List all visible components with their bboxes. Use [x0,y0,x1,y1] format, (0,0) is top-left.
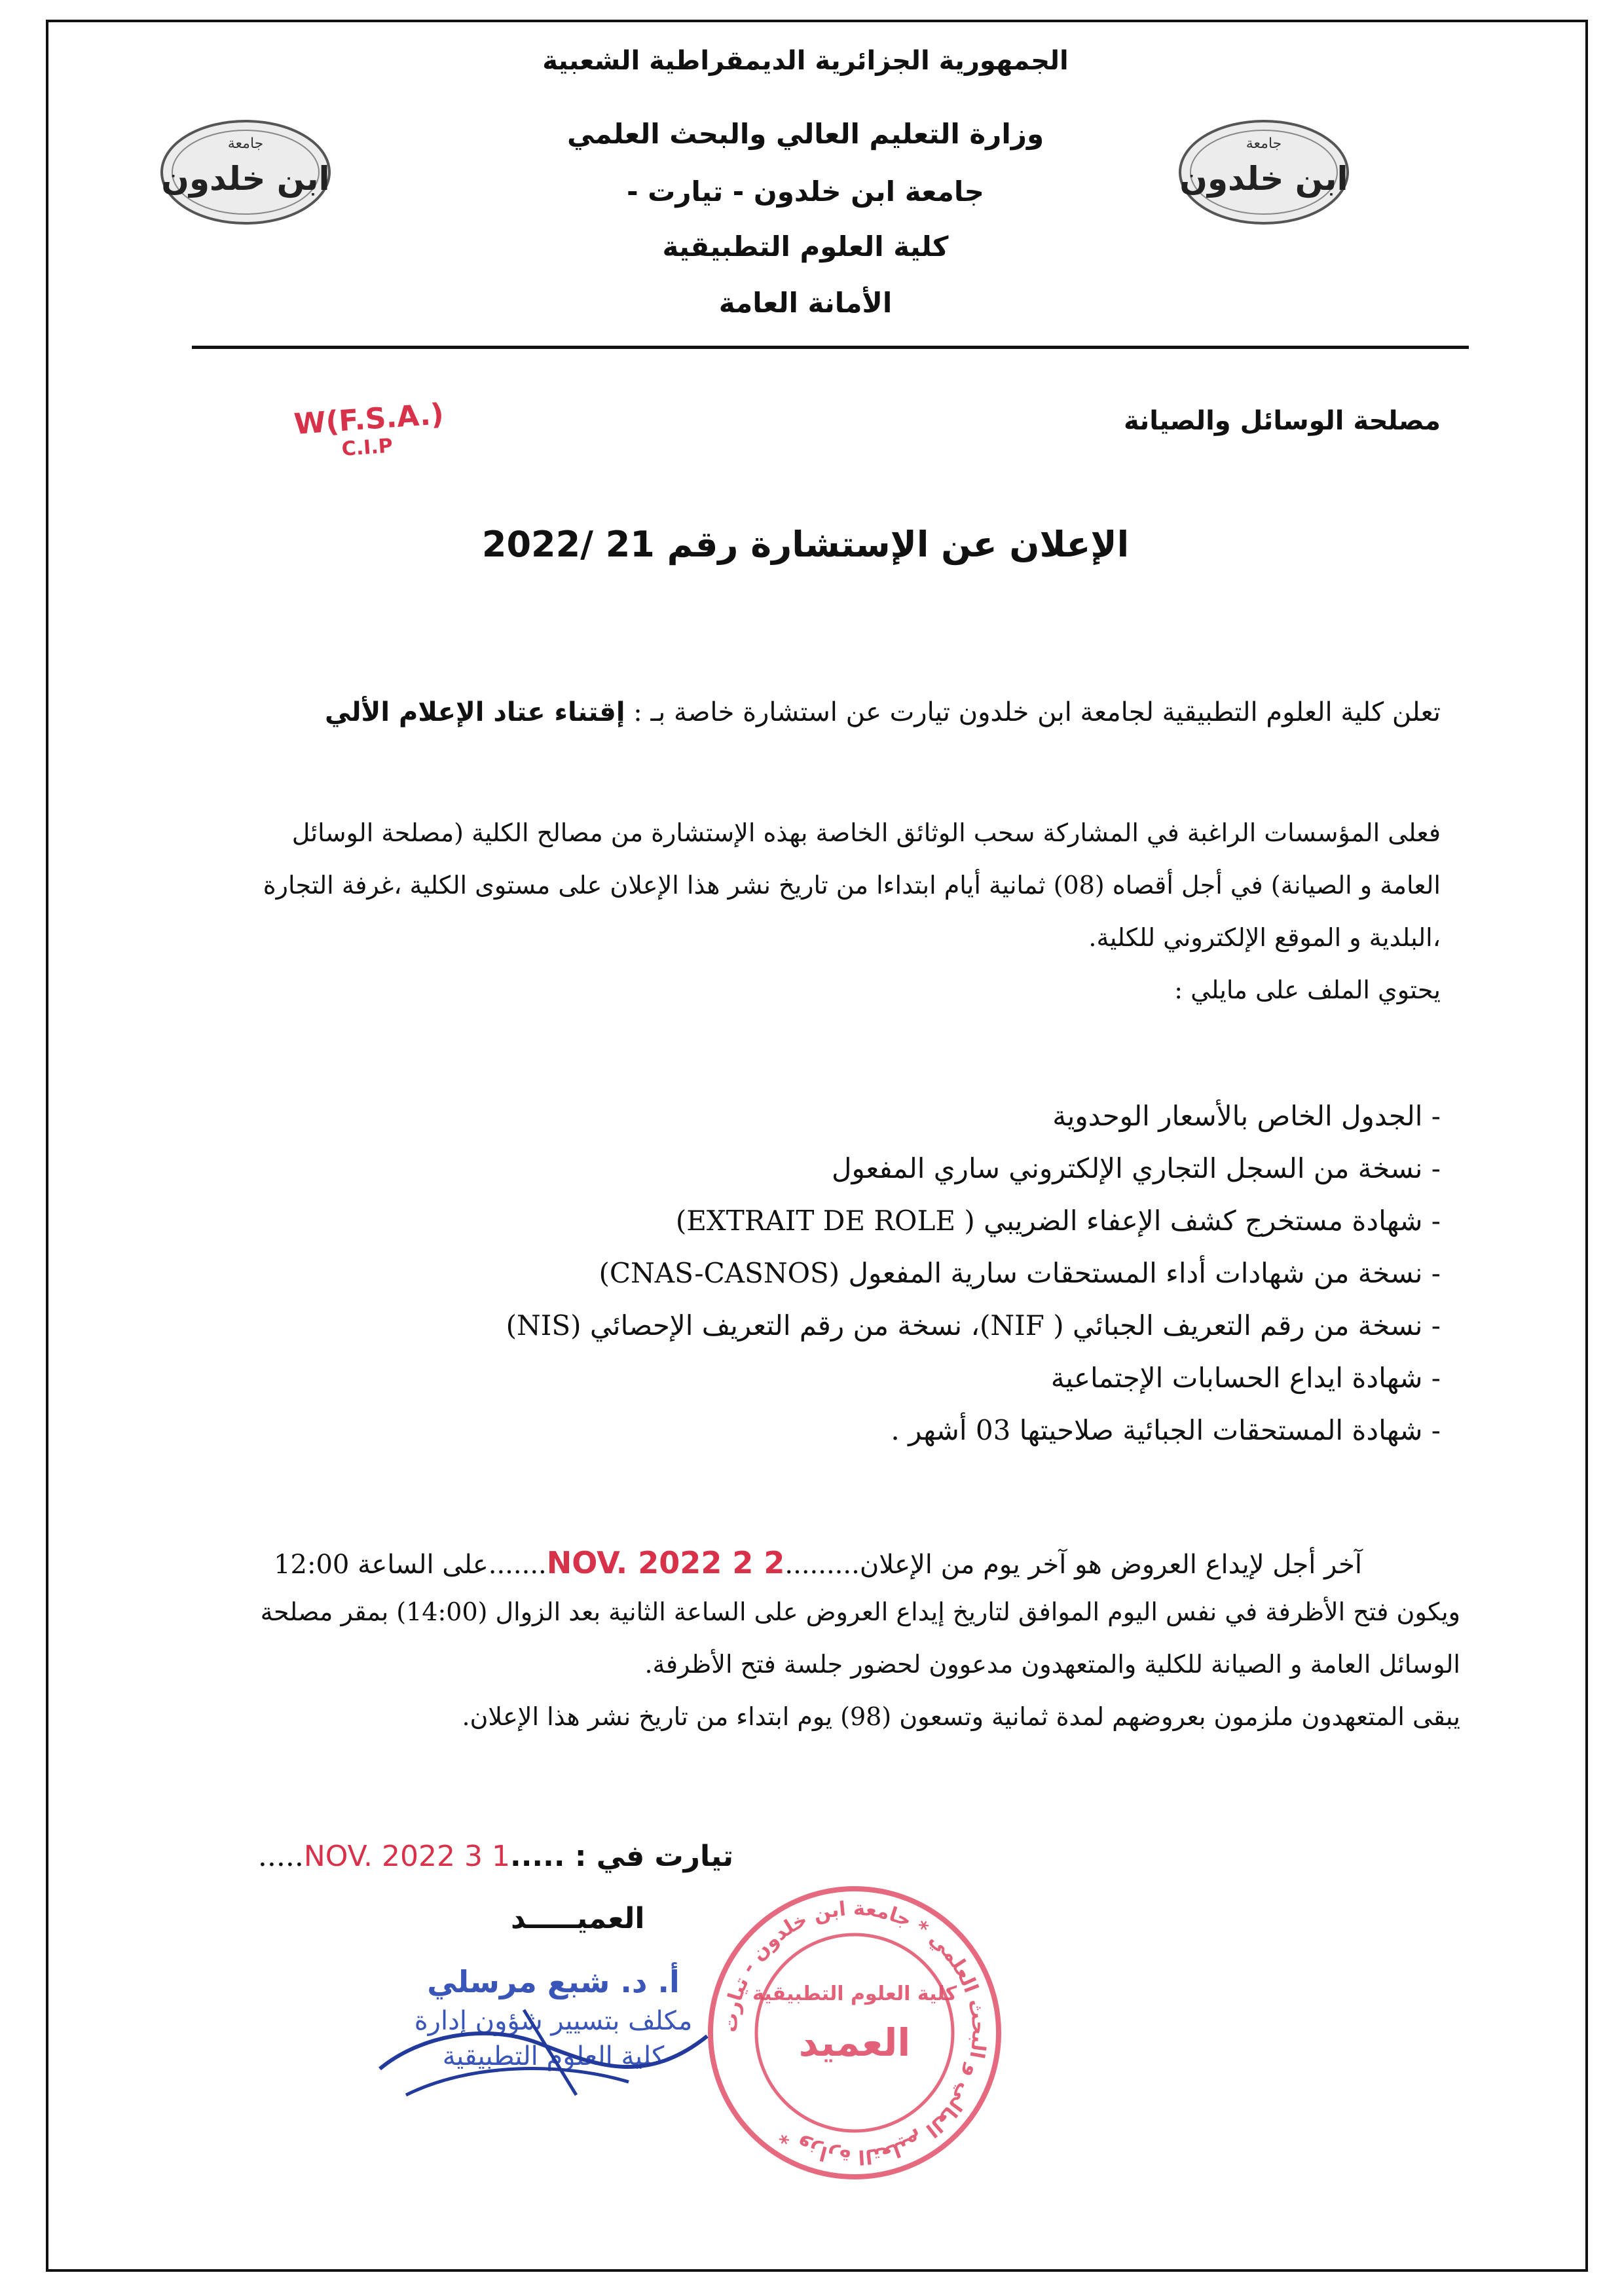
deadline-dots-a: ......... [784,1550,860,1580]
intro-subject: إقتناء عتاد الإعلام الألي [325,697,625,727]
paragraph-line-3: ،البلدية و الموقع الإلكتروني للكلية. [1088,923,1441,952]
opening-line-2: الوسائل العامة و الصيانة للكلية والمتعهدون مدعوون لحضور جلسة فتح الأظرفة. [644,1650,1460,1679]
deadline-suffix: على الساعة 12:00 [274,1550,489,1580]
deadline-date-stamp: 2 2 NOV. 2022 [546,1545,785,1580]
reception-stamp-line2: C.I.P [341,434,394,462]
header-university: جامعة ابن خلدون - تيارت - [627,175,984,208]
document-item: - شهادة المستحقات الجبائية صلاحيتها 03 أشهر . [891,1414,1441,1446]
signature-date-stamp: 1 3 NOV. 2022 [303,1840,510,1873]
intro-line [325,697,1441,727]
deadline-prefix: آخر أجل لإيداع العروض هو آخر يوم من الإعلان [859,1550,1362,1580]
document-item: - شهادة مستخرج كشف الإعفاء الضريبي ( EXTRAIT DE ROLE) [675,1205,1441,1237]
paragraph-line-2: العامة و الصيانة) في أجل أقصاه (08) ثمانية أيام ابتداءا من تاريخ نشر هذا الإعلان على مستوى الكلية ،غرفة التجارة [263,871,1441,900]
university-seal-left [157,117,334,228]
dean-label: العميـــــد [511,1902,645,1935]
signer-name: أ. د. شبع مرسلي [427,1964,680,1999]
announcement-title: الإعلان عن الإستشارة رقم 21 /2022 [481,524,1130,565]
deadline-dots-b: ....... [488,1550,547,1580]
place-label: تيارت في : ..... [510,1840,733,1873]
seal-right-main: ابن خلدون [1179,160,1348,198]
handwritten-signature [367,1997,733,2108]
header-ministry: وزارة التعليم العالي والبحث العلمي [566,118,1044,150]
deadline-line [274,1545,1362,1580]
seal-left-main: ابن خلدون [161,160,330,198]
header-secretariat: الأمانة العامة [718,287,893,319]
header-divider [192,346,1469,349]
seal-right-top: جامعة [1246,136,1282,152]
seal-ring-text: وزارة التعليم العالي و البحث العلمي * جامعة ابن خلدون - تيارت * [718,1897,991,2169]
reception-stamp-line1: W(F.S.A.) [293,397,445,441]
seal-inner-top: كلية العلوم التطبيقية [752,1982,957,2005]
department-label: مصلحة الوسائل والصيانة [1124,406,1441,436]
document-item: - نسخة من شهادات أداء المستحقات سارية المفعول (CNAS-CASNOS) [599,1257,1441,1289]
signer-title: مكلف بتسيير شؤون إدارة [414,2006,693,2036]
signer-faculty: كلية العلوم التطبيقية [442,2041,665,2071]
header-faculty: كلية العلوم التطبيقية [662,230,949,263]
document-item: - شهادة ايداع الحسابات الإجتماعية [1050,1362,1441,1394]
document-item: - الجدول الخاص بالأسعار الوحدوية [1052,1100,1441,1132]
seal-left-top: جامعة [227,136,264,152]
paragraph-line-4: يحتوي الملف على مايلي : [1174,975,1441,1004]
place-date-line [258,1840,733,1873]
official-round-seal [701,1879,1008,2187]
paragraph-line-1: فعلى المؤسسات الراغبة في المشاركة سحب الوثائق الخاصة بهذه الإستشارة من مصالح الكلية (مصلحة الوسائل [291,818,1441,847]
document-item: - نسخة من السجل التجاري الإلكتروني ساري المفعول [831,1152,1441,1184]
reception-stamp [293,397,446,464]
place-dots: ..... [257,1840,304,1873]
opening-line-1: ويكون فتح الأظرفة في نفس اليوم الموافق لتاريخ إيداع العروض على الساعة الثانية بعد الزوال (14:00) بمقر مصلحة [260,1597,1460,1626]
seal-center: العميد [798,2020,911,2065]
opening-line-3: يبقى المتعهدون ملزمون بعروضهم لمدة ثمانية وتسعون (98) يوم ابتداء من تاريخ نشر هذا الإعلان. [462,1702,1460,1731]
document-item: - نسخة من رقم التعريف الجبائي ( NIF)، نسخة من رقم التعريف الإحصائي (NIS) [506,1309,1441,1341]
intro-text: تعلن كلية العلوم التطبيقية لجامعة ابن خلدون تيارت عن استشارة خاصة بـ : [633,697,1441,727]
header-republic: الجمهورية الجزائرية الديمقراطية الشعبية [542,46,1069,76]
